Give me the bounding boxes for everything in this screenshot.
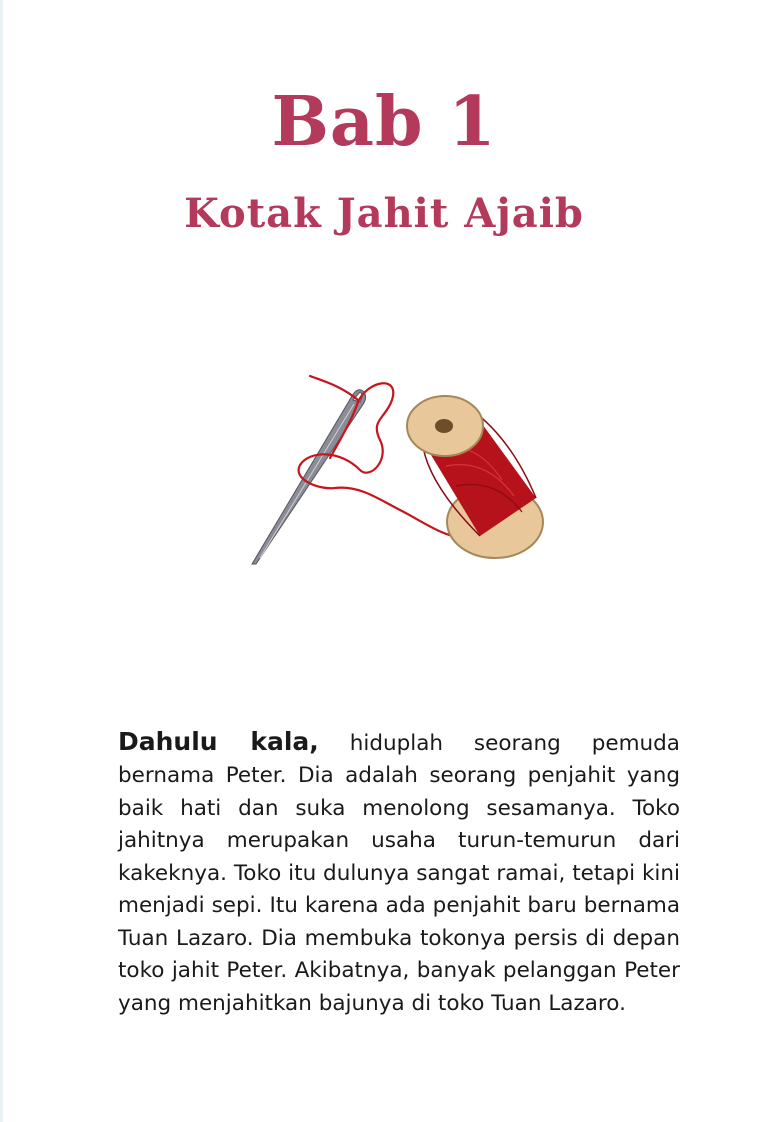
story-lead: Dahulu kala, [118, 726, 319, 756]
needle-and-thread-spool-icon [240, 370, 560, 580]
page-left-edge [0, 0, 3, 1122]
chapter-title: Kotak Jahit Ajaib [184, 190, 584, 237]
chapter-number: Bab 1 [271, 82, 497, 162]
story-paragraph [118, 726, 680, 1021]
needle-icon [252, 390, 366, 564]
spool-icon [407, 396, 543, 558]
story-body: hiduplah seorang pemuda bernama Peter. Dia adalah seorang penjahit yang baik hati dan suka menolong sesamanya. Toko jahitnya merupakan usaha turun-temurun dari kakeknya. Toko itu dulunya sangat ramai, tetapi kini menjadi sepi. Itu karena ada penjahit baru bernama Tuan Lazaro. Dia membuka tokonya persis di depan toko jahit Peter. Akibatnya, banyak pelanggan Peter yang menjahitkan bajunya di toko Tuan Lazaro. [118, 730, 680, 1016]
